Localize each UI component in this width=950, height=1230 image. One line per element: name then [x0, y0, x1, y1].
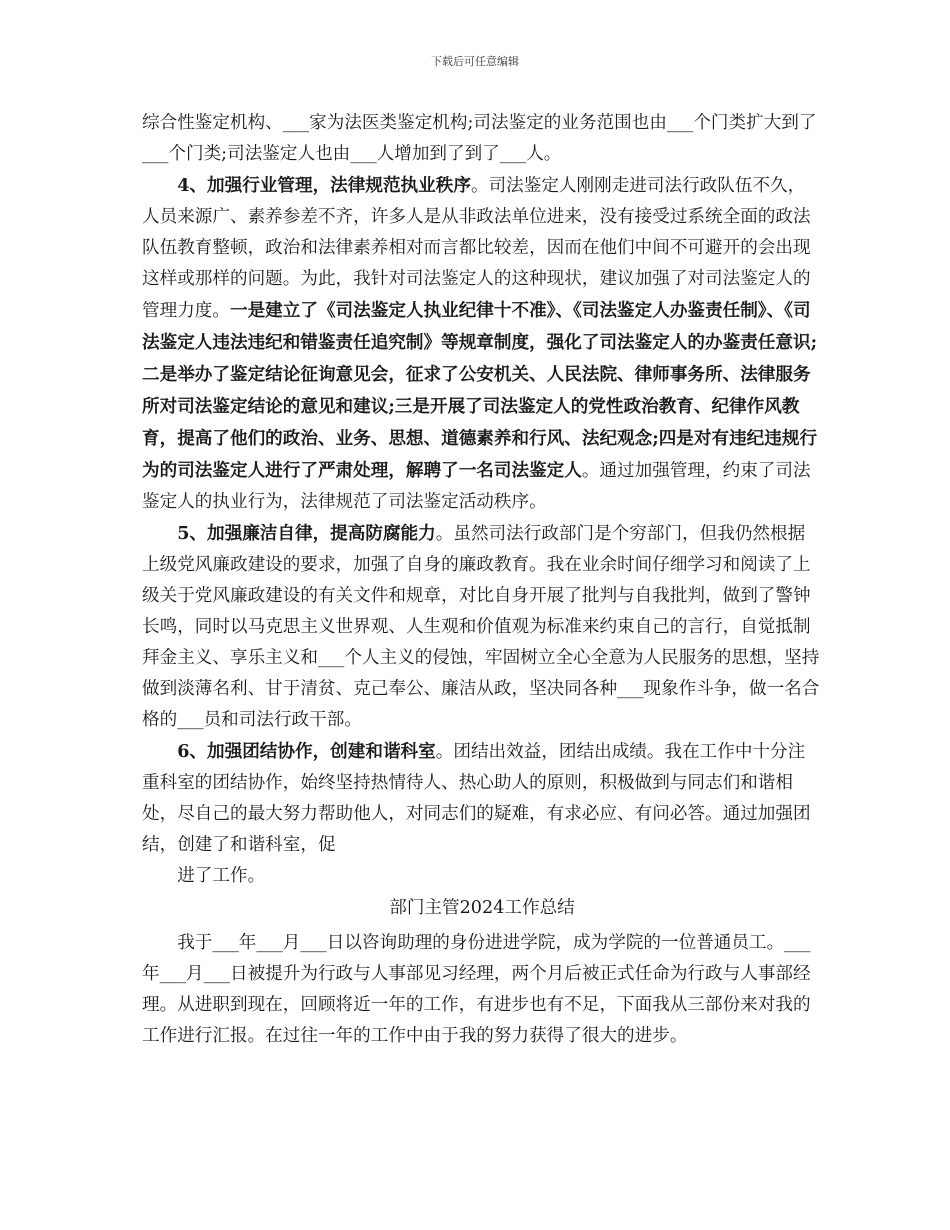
- section-6-paragraph: [142, 736, 822, 861]
- paragraph-1-text: 综合性鉴定机构、___家为法医类鉴定机构;司法鉴定的业务范围也由___个门类扩大到了___个门类;司法鉴定人也由___人增加到了到了___人。: [142, 113, 817, 164]
- document-body: [142, 108, 822, 1052]
- section-5-text: 。虽然司法行政部门是个穷部门，但我仍然根据上级党风廉政建设的要求，加强了自身的廉政教育。我在业余时间仔细学习和阅读了上级关于党风廉政建设的有关文件和规章，对比自身开展了批判与自我批判，做到了警钟长鸣，同时以马克思主义世界观、人生观和价值观为标准来约束自己的言行，自觉抵制拜金主义、享乐主义和___个人主义的侵蚀，牢固树立全心全意为人民服务的思想，坚持做到淡薄名利、甘于清贫、克己奉公、廉洁从政，坚决同各种___现象作斗争，做一名合格的___员和司法行政干部。: [142, 524, 820, 730]
- summary-title: 部门主管2024工作总结: [389, 898, 575, 918]
- section-5-paragraph: [142, 518, 822, 736]
- section-4-measures: 一是建立了《司法鉴定人执业纪律十不准》、《司法鉴定人办鉴责任制》、《司法鉴定人违法违纪和错鉴责任追究制》等规章制度，强化了司法鉴定人的办鉴责任意识;二是举办了鉴定结论征询意见会，征求了公安机关、人民法院、律师事务所、法律服务所对司法鉴定结论的意见和建议;三是开展了司法鉴定人的党性政治教育、纪律作风教育，提高了他们的政治、业务、思想、道德素养和行风、法纪观念;四是对有违纪违规行为的司法鉴定人进行了严肃处理，解聘了一名司法鉴定人: [142, 300, 818, 481]
- section-5-heading: 5、加强廉洁自律，提高防腐能力: [177, 523, 436, 544]
- section-4-heading: 4、加强行业管理，法律规范执业秩序: [177, 175, 471, 196]
- summary-intro: 我于___年___月___日以咨询助理的身份进进学院，成为学院的一位普通员工。___年___月___日被提升为行政与人事部见习经理，两个月后被正式任命为行政与人事部经理。从进职到现在，回顾将近一年的工作，有进步也有不足，下面我从三部份来对我的工作进行汇报。在过往一年的工作中由于我的努力获得了很大的进步。: [142, 933, 811, 1046]
- page-header: 下载后可任意编辑: [431, 55, 519, 68]
- section-4-conclusion: 。通过加强管理，约束了司法鉴定人的执业行为，法律规范了司法鉴定活动秩序。: [142, 461, 811, 512]
- section-6-continuation: [142, 861, 822, 892]
- section-4-paragraph: [142, 170, 822, 518]
- section-6-continuation-text: 进了工作。: [177, 866, 266, 886]
- section-6-heading: 6、加强团结协作，创建和谐科室: [177, 741, 436, 762]
- section-4-text: 。司法鉴定人刚刚走进司法行政队伍不久，人员来源广、素养参差不齐，许多人是从非政法单位进来，没有接受过系统全面的政法队伍教育整顿，政治和法律素养相对而言都比较差，因而在他们中间不可避开的会出现这样或那样的问题。为此，我针对司法鉴定人的这种现状，建议加强了对司法鉴定人的管理力度。: [142, 176, 811, 321]
- section-6-text: 。团结出效益，团结出成绩。我在工作中十分注重科室的团结协作，始终坚持热情待人、热心助人的原则，积极做到与同志们和谐相处，尽自己的最大努力帮助他人，对同志们的疑难，有求必应、有问必答。通过加强团结，创建了和谐科室，促: [142, 742, 811, 855]
- paragraph-1: [142, 108, 822, 170]
